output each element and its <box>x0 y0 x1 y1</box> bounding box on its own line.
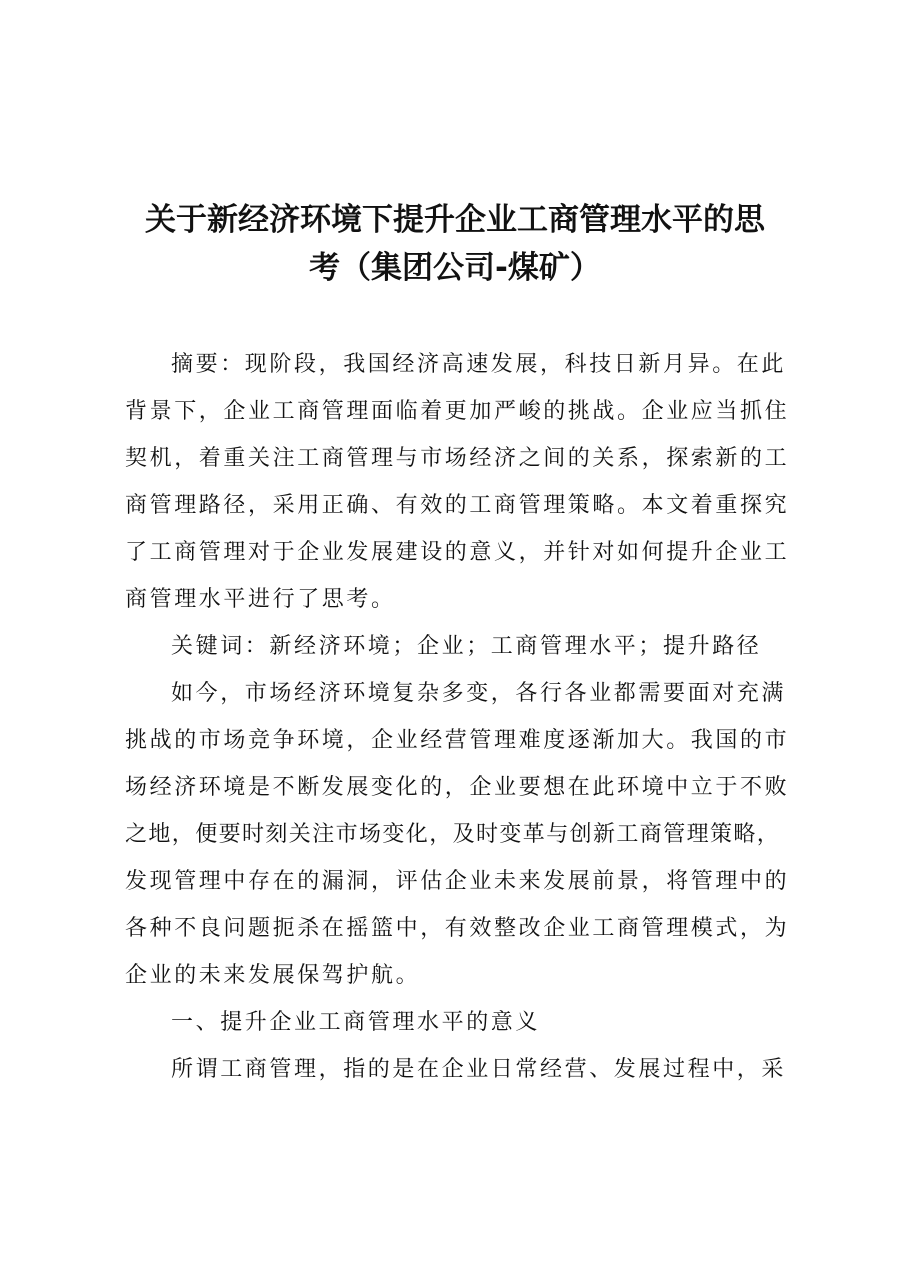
paragraph-line: 如今，市场经济环境复杂多变，各行各业都需要面对充满 <box>171 681 787 706</box>
paragraph-line: 之地，便要时刻关注市场变化，及时变革与创新工商管理策略， <box>125 822 781 847</box>
title-line-2: 考（集团公司-煤矿） <box>309 250 601 286</box>
paragraph-line: 场经济环境是不断发展变化的，企业要想在此环境中立于不败 <box>125 775 790 800</box>
document-title <box>110 196 800 292</box>
document-body <box>125 341 800 1093</box>
paragraph-line: 发现管理中存在的漏洞，评估企业未来发展前景，将管理中的 <box>125 869 790 894</box>
title-line-1: 关于新经济环境下提升企业工商管理水平的思 <box>145 202 765 238</box>
paragraph-line: 挑战的市场竞争环境，企业经营管理难度逐渐加大。我国的市 <box>125 728 790 753</box>
abstract-line: 契机，着重关注工商管理与市场经济之间的关系，探索新的工 <box>125 446 790 471</box>
abstract-line: 商管理水平进行了思考。 <box>125 587 396 612</box>
paragraph-line: 所谓工商管理，指的是在企业日常经营、发展过程中，采 <box>171 1057 787 1082</box>
keywords-line: 关键词：新经济环境；企业；工商管理水平；提升路径 <box>171 634 762 659</box>
abstract-line: 背景下，企业工商管理面临着更加严峻的挑战。企业应当抓住 <box>125 399 790 424</box>
abstract-line: 商管理路径，采用正确、有效的工商管理策略。本文着重探究 <box>125 493 790 518</box>
paragraph-line: 企业的未来发展保驾护航。 <box>125 963 421 988</box>
section-heading: 一、提升企业工商管理水平的意义 <box>171 1010 541 1035</box>
paragraph-line: 各种不良问题扼杀在摇篮中，有效整改企业工商管理模式，为 <box>125 916 790 941</box>
abstract-line: 摘要：现阶段，我国经济高速发展，科技日新月异。在此 <box>171 352 787 377</box>
abstract-line: 了工商管理对于企业发展建设的意义，并针对如何提升企业工 <box>125 540 790 565</box>
